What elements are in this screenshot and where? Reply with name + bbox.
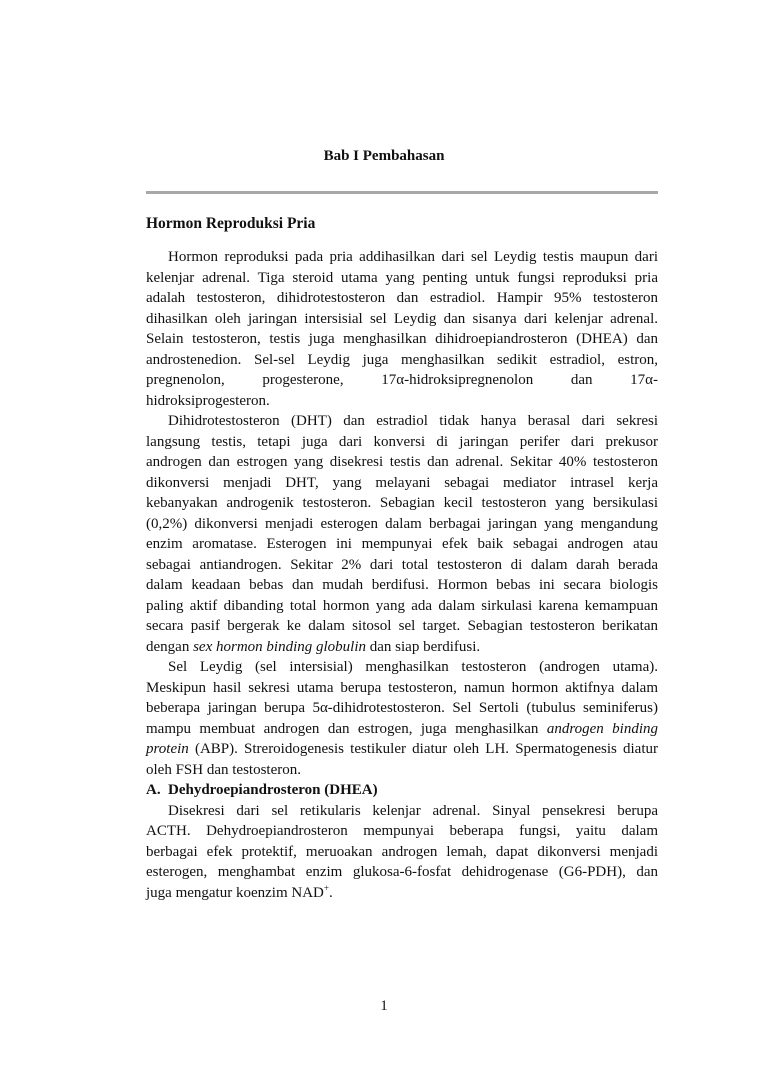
text-line xyxy=(146,739,658,760)
text-segment: sebagai antiandrogen. Sekitar 2% dari total testosteron di dalam darah berada xyxy=(146,556,658,573)
text-segment: dalam keadaan bebas dan mudah berdifusi. Hormon bebas ini secara biologis xyxy=(146,577,658,593)
subsection-heading xyxy=(146,780,658,801)
text-segment: paling aktif dibanding total hormon yang ada dalam sirkulasi karena kemampuan xyxy=(146,597,658,614)
text-line xyxy=(146,637,658,658)
paragraphs-after xyxy=(146,801,658,904)
text-line xyxy=(146,288,658,309)
chapter-title: Bab I Pembahasan xyxy=(323,148,445,164)
page-number: 1 xyxy=(380,998,388,1014)
text-segment: (ABP). Streroidogenesis testikuler diatur oleh LH. Spermatogenesis diatur xyxy=(188,741,658,757)
text-line xyxy=(146,350,658,371)
subsection-number: A. xyxy=(146,782,161,798)
text-line xyxy=(146,821,658,842)
section-heading: Hormon Reproduksi Pria xyxy=(146,215,316,232)
text-line xyxy=(146,760,658,781)
text-line xyxy=(146,678,658,699)
text-segment: androgen dan estrogen yang disekresi testis dan adrenal. Sekitar 40% testosteron xyxy=(146,454,658,470)
text-segment: . xyxy=(328,884,333,901)
paragraphs-before xyxy=(146,247,658,780)
text-segment: kelenjar adrenal. Tiga steroid utama yang penting untuk fungsi reproduksi pria xyxy=(146,269,658,286)
text-line xyxy=(146,801,658,822)
text-segment: hidroksiprogesteron. xyxy=(146,392,270,409)
text-line xyxy=(146,698,658,719)
document-body xyxy=(146,247,658,903)
paragraph xyxy=(146,411,658,657)
text-line xyxy=(146,883,658,904)
text-line xyxy=(146,391,658,412)
text-segment: dikonversi menjadi DHT, yang melayani sebagai mediator intrasel kerja xyxy=(146,474,658,491)
italic-text: protein xyxy=(146,741,189,757)
text-line xyxy=(146,370,658,391)
text-line xyxy=(146,247,658,268)
text-segment: Dihidrotestosteron (DHT) dan estradiol tidak hanya berasal dari sekresi xyxy=(168,413,658,429)
text-line xyxy=(146,432,658,453)
text-segment: Meskipun hasil sekresi utama berupa testosteron, namun hormon aktifnya dalam xyxy=(146,679,658,696)
text-line xyxy=(146,596,658,617)
paragraph xyxy=(146,657,658,780)
text-segment: Hormon reproduksi pada pria addihasilkan dari sel Leydig testis maupun dari xyxy=(168,249,658,265)
text-segment: dengan xyxy=(146,638,194,655)
text-segment: beberapa jaringan berupa 5α-dihidrotestosteron. Sel Sertoli (tubulus seminiferus) xyxy=(146,700,658,716)
text-line xyxy=(146,555,658,576)
text-line xyxy=(146,329,658,350)
text-line xyxy=(146,309,658,330)
text-segment: mampu membuat androgen dan estrogen, juga menghasilkan xyxy=(146,720,547,737)
text-segment: dan siap berdifusi. xyxy=(366,638,481,655)
italic-text: sex hormon binding globulin xyxy=(193,638,366,655)
paragraph xyxy=(146,247,658,411)
text-line xyxy=(146,534,658,555)
text-segment: enzim aromatase. Esterogen ini mempunyai efek baik sebagai androgen atau xyxy=(146,536,658,552)
text-line xyxy=(146,493,658,514)
text-line xyxy=(146,719,658,740)
text-segment: langsung testis, tetapi juga dari konversi di jaringan perifer dari prekusor xyxy=(146,433,658,450)
text-segment: esterogen, menghambat enzim glukosa-6-fosfat dehidrogenase (G6-PDH), dan xyxy=(146,864,658,880)
horizontal-rule xyxy=(146,191,658,194)
superscript: + xyxy=(323,882,329,893)
text-line xyxy=(146,514,658,535)
text-segment: androstenedion. Sel-sel Leydig juga menghasilkan sedikit estradiol, estron, xyxy=(146,351,658,368)
subsection-title: Dehydroepiandrosteron (DHEA) xyxy=(168,782,378,798)
text-segment: kebanyakan androgenik testosteron. Sebagian kecil testosteron yang bersikulasi xyxy=(146,495,658,511)
text-segment: Disekresi dari sel retikularis kelenjar adrenal. Sinyal pensekresi berupa xyxy=(168,802,658,819)
text-segment: oleh FSH dan testosteron. xyxy=(146,761,301,778)
italic-text: androgen binding xyxy=(546,720,658,737)
text-line xyxy=(146,657,658,678)
text-segment: Sel Leydig (sel intersisial) menghasilkan testosteron (androgen utama). xyxy=(168,659,658,675)
text-segment: dihasilkan oleh jaringan intersisial sel Leydig dan sisanya dari kelenjar adrenal. xyxy=(146,310,658,327)
text-segment: juga mengatur koenzim NAD xyxy=(146,884,324,901)
text-line xyxy=(146,842,658,863)
text-line xyxy=(146,575,658,596)
text-segment: berbagai efek protektif, meruoakan androgen lemah, dapat dikonversi menjadi xyxy=(146,843,658,860)
text-segment: (0,2%) dikonversi menjadi esterogen dalam berbagai jaringan yang mengandung xyxy=(146,515,658,532)
text-line xyxy=(146,268,658,289)
text-segment: secara pasif bergerak ke dalam sitosol sel target. Sebagian testosteron berikatan xyxy=(146,618,658,634)
text-line xyxy=(146,452,658,473)
text-line xyxy=(146,411,658,432)
text-segment: Selain testosteron, testis juga menghasilkan dihidroepiandrosteron (DHEA) dan xyxy=(146,331,658,347)
paragraph xyxy=(146,801,658,904)
text-line xyxy=(146,862,658,883)
text-segment: adalah testosteron, dihidrotestosteron dan estradiol. Hampir 95% testosteron xyxy=(146,290,658,306)
text-line xyxy=(146,473,658,494)
text-line xyxy=(146,616,658,637)
text-segment: ACTH. Dehydroepiandrosteron mempunyai beberapa fungsi, yaitu dalam xyxy=(146,823,658,839)
text-segment: pregnenolon, progesterone, 17α-hidroksipregnenolon dan 17α- xyxy=(146,372,658,388)
